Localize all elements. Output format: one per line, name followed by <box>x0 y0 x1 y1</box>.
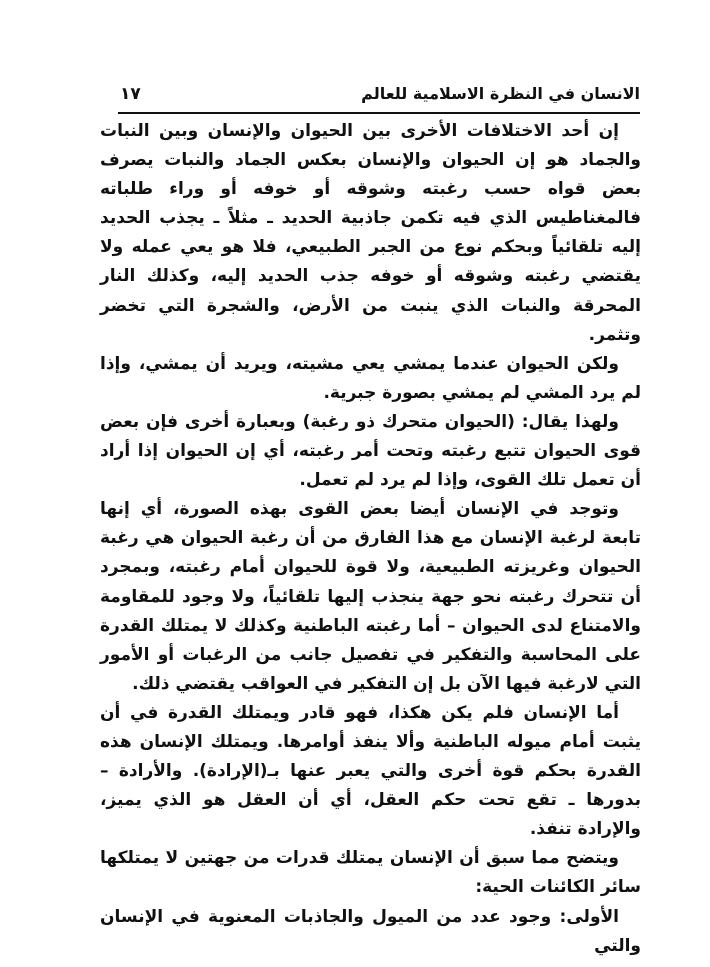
paragraph: إن أحد الاختلافات الأخرى بين الحيوان والإنسان وبين النبات والجماد هو إن الحيوان والإنسان بعكس الجماد والنبات يصرف بعض قواه حسب رغبته وشوقه أو خوفه أو وراء طلباته فالمغناطيس الذي فيه تكمن جاذبية الحديد ـ مثلاً ـ يجذب الحديد إليه تلقائياً وبحكم نوع من الجبر الطبيعي، فلا هو يعي عمله ولا يقتضي رغبته وشوقه أو خوفه جذب الحديد إليه، وكذلك النار المحرقة والنبات الذي ينبت من الأرض، والشجرة التي تخضر وتثمر. <box>100 121 641 345</box>
paragraph: وتوجد في الإنسان أيضا بعض القوى بهذه الصورة، أي إنها تابعة لرغبة الإنسان مع هذا الفارق من أن رغبة الحيوان هي رغبة الحيوان وغريزته الطبيعية، ولا قوة للحيوان أمام رغبته، وبمجرد أن تتحرك رغبته نحو جهة ينجذب إليها تلقائياً، ولا وجود للمقاومة والامتناع لدى الحيوان – أما رغبته الباطنية وكذلك لا يمتلك القدرة على المحاسبة والتفكير في تفصيل جانب من الرغبات أو الأمور التي لارغبة فيها الآن بل إن التفكير في العواقب يقتضي ذلك. <box>100 499 641 694</box>
paragraph: ولهذا يقال: (الحيوان متحرك ذو رغبة) وبعبارة أخرى فإن بعض قوى الحيوان تتبع رغبته وتحت أمر رغبته، أي إن الحيوان إذا أراد أن تعمل تلك القوى، وإذا لم يرد لم تعمل. <box>100 411 641 491</box>
running-title: الانسان في النظرة الاسلامية للعالم <box>361 84 640 103</box>
paragraph: ولكن الحيوان عندما يمشي يعي مشيته، ويريد أن يمشي، وإذا لم يرد المشي لم يمشي بصورة جبرية. <box>100 353 641 403</box>
page-number: ١٧ <box>120 84 141 104</box>
paragraph: الأولى: وجود عدد من الميول والجاذبات المعنوية في الإنسان والتي <box>100 906 641 956</box>
header-rule <box>118 112 640 114</box>
running-header <box>120 84 640 110</box>
body-text <box>100 117 641 956</box>
paragraph: أما الإنسان فلم يكن هكذا، فهو قادر ويمتلك القدرة في أن يثبت أمام ميوله الباطنية وألا ينفذ أوامرها. ويمتلك الإنسان هذه القدرة بحكم قوة أخرى والتي يعبر عنها بـ(الإرادة). والأرادة – بدورها ـ تقع تحت حكم العقل، أي أن العقل هو الذي يميز، والإرادة تنفذ. <box>100 702 641 840</box>
paragraph: ويتضح مما سبق أن الإنسان يمتلك قدرات من جهتين لا يمتلكها سائر الكائنات الحية: <box>100 848 641 898</box>
